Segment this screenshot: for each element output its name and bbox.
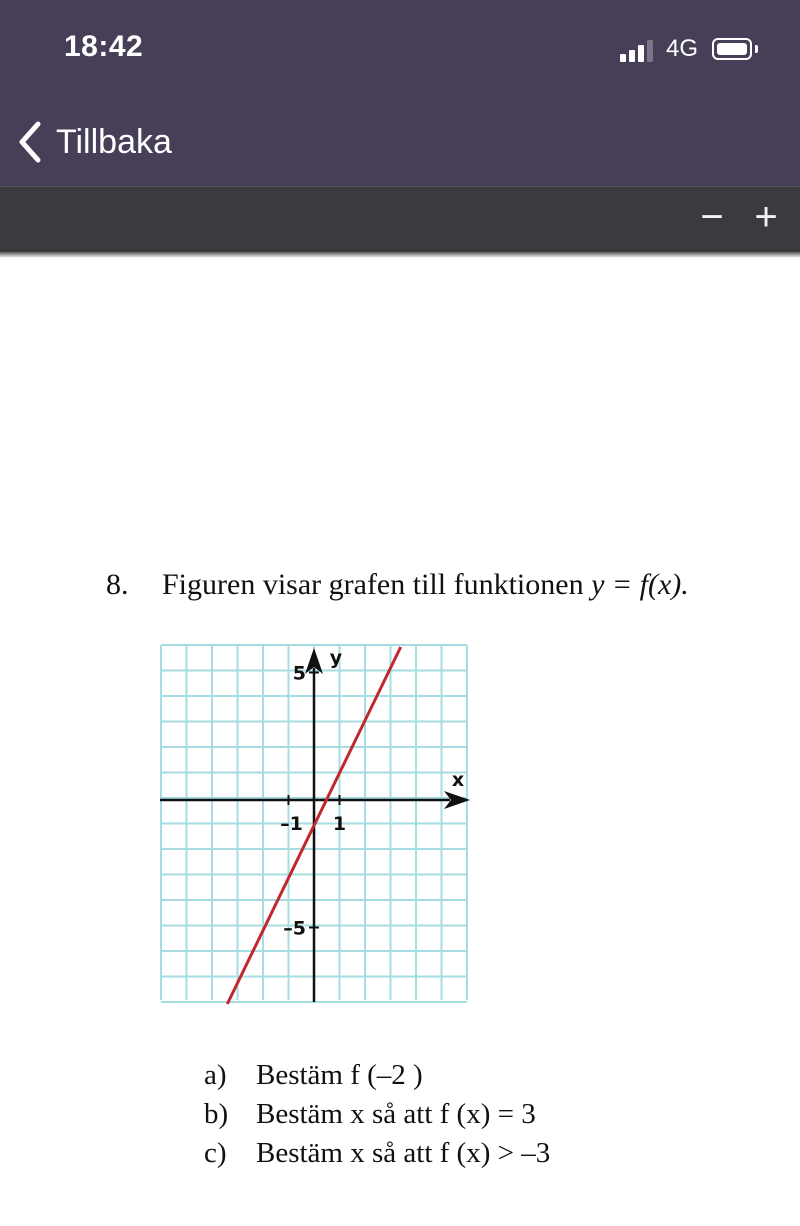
question-part-label: b) bbox=[204, 1098, 229, 1130]
question-part-text: Bestäm x så att f (x) = 3 bbox=[256, 1098, 536, 1130]
battery-icon bbox=[712, 38, 752, 60]
zoom-in-button[interactable]: + bbox=[754, 195, 778, 239]
nav-bar bbox=[0, 100, 800, 186]
question-part bbox=[204, 1095, 550, 1134]
question-part bbox=[204, 1056, 550, 1095]
status-bar bbox=[0, 0, 800, 100]
toolbar-shadow bbox=[0, 250, 800, 258]
question-text-prefix: Figuren visar grafen till funktionen bbox=[162, 568, 592, 601]
question-part bbox=[204, 1134, 550, 1173]
question-formula: y = f(x). bbox=[591, 568, 689, 601]
question-part-text: Bestäm x så att f (x) > –3 bbox=[256, 1137, 551, 1169]
question-part-label: a) bbox=[204, 1059, 227, 1091]
chevron-left-icon bbox=[16, 120, 44, 164]
question-text bbox=[162, 568, 689, 602]
battery-tip bbox=[755, 45, 758, 53]
back-label: Tillbaka bbox=[56, 122, 172, 161]
question-part-label: c) bbox=[204, 1137, 227, 1169]
x-tick-label: –1 bbox=[280, 813, 303, 835]
status-time: 18:42 bbox=[64, 30, 144, 63]
y-tick-label: –5 bbox=[283, 917, 306, 940]
zoom-out-button[interactable]: − bbox=[700, 195, 724, 239]
question-parts bbox=[204, 1056, 550, 1173]
function-graph bbox=[160, 644, 476, 1006]
x-axis-label: x bbox=[451, 769, 465, 791]
question-number: 8. bbox=[106, 568, 129, 601]
y-axis-label: y bbox=[329, 647, 343, 669]
x-tick-label: 1 bbox=[332, 813, 347, 835]
zoom-toolbar bbox=[0, 186, 800, 251]
network-type: 4G bbox=[666, 35, 699, 62]
question-part-text: Bestäm f (–2 ) bbox=[256, 1059, 423, 1091]
document-page bbox=[0, 258, 800, 1226]
signal-icon bbox=[620, 40, 656, 62]
y-tick-label: 5 bbox=[292, 662, 306, 685]
back-button[interactable] bbox=[16, 118, 172, 166]
